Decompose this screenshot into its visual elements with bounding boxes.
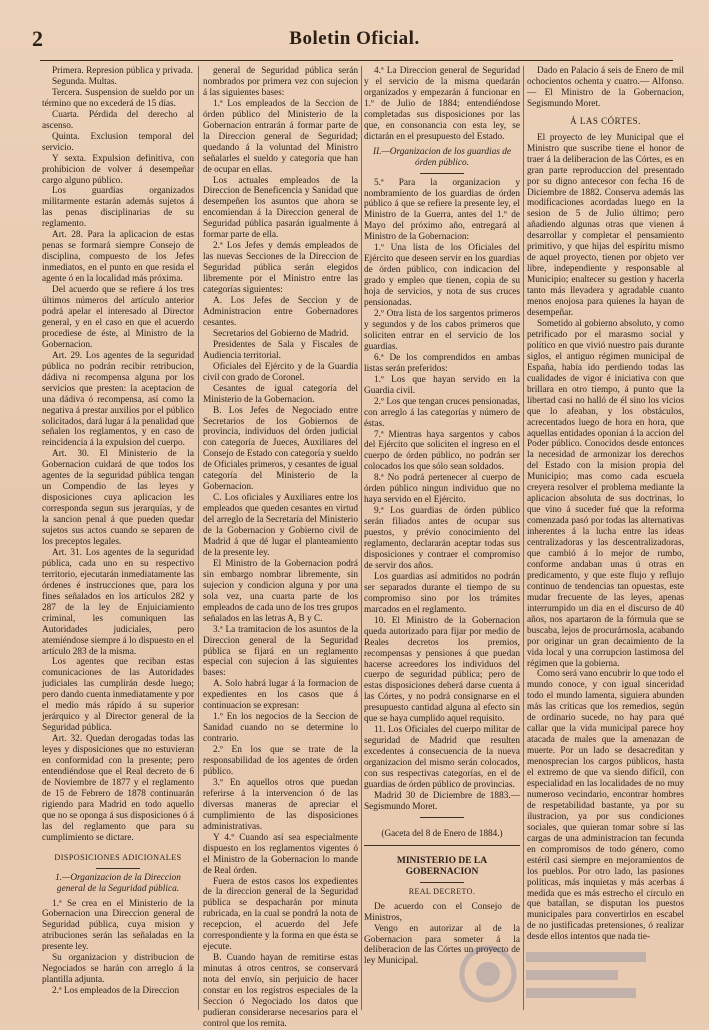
paragraph: 5.ª Para la organizacion y nombramiento de los guardias de órden público á que se refiere la presente ley, el Ministro de la Guerra, antes del 1.º de Mayo del próximo año, entregará al Ministro de la Gobernacion: xyxy=(364,177,520,243)
paragraph: Los actuales empleados de la Direccion de Beneficencia y Sanidad que desempeñen los asuntos que ahora se encomiendan á la Direccion general de Seguridad pública pasarán igualmente á formar parte de ella. xyxy=(203,175,358,241)
paragraph: 2.ª Los empleados de la Direccion xyxy=(52,986,179,997)
library-stamp-watermark xyxy=(448,934,658,1012)
short-rule xyxy=(420,882,464,883)
column-divider xyxy=(361,66,362,1010)
paragraph: 2.º Los que tengan cruces pensionadas, con arreglo á las categorías y número de éstas. xyxy=(364,396,520,429)
paragraph: Primera. Represion pública y privada. xyxy=(52,66,193,76)
paragraph: Fuera de estos casos los expedientes de la direccion general de la Seguridad pública se despacharán por minuta rubricada, en la cual se pondrá la nota de recepcion, el acuerdo del Jefe correspondiente y la forma en que ésta se ejecute. xyxy=(203,876,358,953)
paragraph: Art. 29. Los agentes de la seguridad pública no podrán recibir retribucion, dádiva ni recompensa alguna por los servicios que presten: la aceptacion de una dádiva ó recompensa, así como la negativa á prestar auxilios por el público solicitados, dará lugar á la penalidad que señalen los reglamentos, y en caso de reincidencia á la expulsion del cuerpo. xyxy=(42,350,194,449)
paragraph: Cuarta. Pérdida del derecho al ascenso. xyxy=(42,109,194,131)
decree-heading: REAL DECRETO. xyxy=(408,886,476,896)
paragraph: 2.ª Los Jefes y demás empleados de las nuevas Secciones de la Direccion de Seguridad pública serán elegidos libremente por el Ministro entre las categorías siguientes: xyxy=(203,241,358,296)
paragraph: De acuerdo con el Consejo de Ministros, xyxy=(364,901,520,923)
paragraph: 1.º Los que hayan servido en la Guardia civil. xyxy=(364,374,520,396)
section-rule xyxy=(364,845,520,846)
paragraph: Los agentes que reciban estas comunicaciones de las Autoridades judiciales las cumplirán desde luego; pero dando cuenta inmediatamente y por el medio más rápido á su superior jerárquico y al Director general de la Seguridad pública. xyxy=(42,657,194,734)
paragraph: Como será vano encubrir lo que todo el mundo conoce, y con igual sinceridad todo el mundo lamenta, siguiera abunden más las críticas que los remedios, según de ordinario sucede, no hay para qué callar que la vida municipal parece hoy atacada de males que la amenazan de muerte. Por un lado se desacreditan y menosprecian los cargos públicos, hasta el extremo de que va siendo difícil, con especialidad en las localidades de no muy numeroso vecindario, encontrar hombres de respetabilidad bastante, ya por su ilustracion, ya por sus condiciones sociales, que quieran tomar sobre sí las cargas de una administracion tan fecunda en compromisos de todo género, como estéril casi siempre en mejoramientos de los pueblos. Por otro lado, las pasiones políticas, más inquietas y más acerbas á medida que es más estrecho el círculo en que batallan, se disputan los puestos municipales para convertirlos en escabel de no justificadas pretensiones, ó realizar desde ellos intentos que nada tie- xyxy=(527,669,684,943)
paragraph: Los guardias así admitidos no podrán ser separados durante el tiempo de su compromiso sino por los trámites marcados en el reglamento. xyxy=(364,571,520,615)
paragraph: 2.º En los que se trate de la responsabilidad de los agentes de órden público. xyxy=(203,745,358,777)
paragraph: Y 4.º Cuando así sea especialmente dispuesto en los reglamentos vigentes ó el Ministro de la Gobernacion lo mande de Real órden. xyxy=(203,832,358,876)
column-3 xyxy=(364,66,520,1016)
paragraph: Art. 32. Quedan derogadas todas las leyes y disposiciones que no estuvieran en conformidad con la presente; pero entendiéndose que el Real decreto de 6 de Noviembre de 1877 y el reglamento de 15 de Febrero de 1878 continuarán rigiendo para Madrid en todo aquello que no se oponga á sus disposiciones ó á las del reglamento que para su cumplimiento se dictare. xyxy=(42,734,194,843)
paragraph: Del acuerdo que se refiere á los tres últimos números del artículo anterior podrá apelar el interesado al Director general, y en el caso en que el acuerdo procediese de éste, al Ministro de la Gobernacion. xyxy=(42,285,194,350)
paragraph: 1.º En los negocios de la Seccion de Sanidad cuando no se determine lo contrario. xyxy=(203,712,358,745)
column-divider xyxy=(198,66,199,1010)
paragraph: 11. Los Oficiales del cuerpo militar de seguridad de Madrid que resulten excedentes á consecuencia de la nueva organizacion del mismo serán colocados, con sus respectivas categorías, en el de guardias de órden público de provincias. xyxy=(364,725,520,790)
paragraph: Los guardias organizados militarmente estarán además sujetos á las penas disciplinarias de su reglamento. xyxy=(42,186,194,230)
column-divider xyxy=(523,66,524,1010)
ministry-heading: MINISTERIO DE LA GOBERNACION xyxy=(396,855,488,877)
paragraph: Quinta. Exclusion temporal del servicio. xyxy=(42,131,194,153)
paragraph: 1.ª Se crea en el Ministerio de la Gobernacion una Direccion general de Seguridad pública, cuya mision y atribuciones serán las señaladas en la presente ley. xyxy=(42,898,194,953)
subsection-heading: 1.—Organizacion de la Direccion general de la Seguridad pública. xyxy=(55,872,181,894)
paragraph: 8.ª No podrá pertenecer al cuerpo de órden público ningun individuo que no haya servido en el Ejército. xyxy=(364,473,520,506)
paragraph: 6.ª De los comprendidos en ambas listas serán preferidos: xyxy=(364,352,520,374)
paragraph: 2.º Otra lista de los sargentos primeros y segundos y de los cabos primeros que soliciten entrar en el servicio de los guardias. xyxy=(364,309,520,352)
paragraph: A. Solo habrá lugar á la formacion de expedientes en los casos que á continuacion se expresan: xyxy=(203,679,358,712)
column-1 xyxy=(42,66,194,1016)
cortes-heading: Á LAS CÓRTES. xyxy=(570,115,641,126)
short-rule xyxy=(96,868,140,869)
paragraph: 3.ª La tramitacion de los asuntos de la Direccion general de la Seguridad pública se fijará en un reglamento especial con sujecion á las siguientes bases: xyxy=(203,624,358,679)
section-heading: DISPOSICIONES ADICIONALES xyxy=(54,852,182,862)
paragraph: Y sexta. Expulsion definitiva, con prohibicion de volver á desempeñar cargo alguno público. xyxy=(42,153,194,186)
page-header xyxy=(0,0,709,58)
paragraph: general de Seguridad pública serán nombrados por primera vez con sujecion á las siguientes bases: xyxy=(203,66,358,98)
column-2 xyxy=(203,66,358,1029)
paragraph: Madrid 30 de Diciembre de 1883.—Segismundo Moret. xyxy=(364,790,520,812)
short-rule xyxy=(420,173,464,174)
paragraph: B. Los Jefes de Negociado entre Secretarios de los Gobiernos de provincia, individuos del órden judicial con categoría de Jueces, Auxiliares del Consejo de Estado con categoría y sueldo de Oficiales primeros, y cesantes de igual categoría del Ministerio de la Gobernacion. xyxy=(203,405,358,493)
paragraph: 1.ª Los empleados de la Seccion de órden público del Ministerio de la Gobernacion entrarán á formar parte de la Direccion general de Seguridad; quedando á la voluntad del Ministro señalarles el sueldo y categoría que han de ocupar en ellas. xyxy=(203,98,358,175)
paragraph: Dado en Palacio á seis de Enero de mil ochocientos ochenta y cuatro.— Alfonso.— El Ministro de la Gobernacion, Segismundo Moret. xyxy=(527,66,684,109)
paragraph: Cesantes de igual categoría del Ministerio de la Gobernacion. xyxy=(203,383,358,405)
paragraph: Sometido al gobierno absoluto, y como petrificado por el marasmo social y político en que vivió nuestro país durante siglos, el antiguo régimen municipal de España, había ido perdiendo todas las cualidades de vigor é iniciativa con que brillara en otro tiempo, á punto que la libertad casi no halló de él sino los vicios que lo afeaban, y los obstáculos, acrecentados luego de hora en hora, que aquellas entidades oponían á la accion del Poder público. Conocidos desde entonces la necesidad de armonizar los derechos del Estado con la mision propia del Municipio; mas como cada escuela creyera resolver el problema mediante la aplicacion absoluta de sus doctrinas, lo que vino á suceder fué que la reforma comenzada pasó por todas las alternativas inherentes á la lucha entre las ideas centralizadoras y las descentralizadoras, que cambió á lo mejor de rumbo, conforme andaban unas ú otras en predicamento, y que este flujo y reflujo continuo de tendencias tan opuestas, este mudar frecuente de las leyes, apenas interrumpido un dia en el discurso de 40 años, nos apartaron de la fórmula que se buscaba, lejos de procurárnosla, acabando por originar un gran decaimiento de la vida local y una corrupcion lastimosa del régimen que la gobierna. xyxy=(527,318,684,669)
paragraph: 1.º Una lista de los Oficiales del Ejército que deseen servir en los guardias de órden público, con indicacion del grado y empleo que tienen, copia de su hoja de servicios, y nota de sus cruces pensionadas. xyxy=(364,243,520,309)
paragraph: Tercera. Suspension de sueldo por un término que no excederá de 15 días. xyxy=(42,87,194,109)
subsection-heading: II.—Organizacion de los guardias de órden público. xyxy=(373,146,511,168)
paragraph: A. Los Jefes de Seccion y de Administracion entre Gobernadores cesantes. xyxy=(203,296,358,328)
column-4 xyxy=(527,66,684,1016)
paragraph: 4.ª La Direccion general de Seguridad y el servicio de la misma quedarán organizados y empezarán á funcionar en 1.º de Julio de 1884; entendiéndose completadas sus disposiciones por las que, en consonancia con esta ley, se dictarán en el presupuesto del Estado. xyxy=(364,66,520,142)
paragraph: El proyecto de ley Municipal que el Ministro que suscribe tiene el honor de traer á la deliberacion de las Córtes, es en gran parte reproduccion del presentado por su digno antecesor con fecha 16 de Diciembre de 1882. Conserva además las modificaciones acordadas luego en la sesion de 5 de Julio último; pero añadiendo algunas otras que vienen á desarrollar y completar el pensamiento primitivo, y que hijas del espíritu mismo de aquel proyecto, tienen por objeto ver libre, independiente y responsable al Municipio; enaltecer su gestion y hacerla tanto más llevadera y agradable cuanto menos enojosa para quienes la hayan de desempeñar. xyxy=(527,132,684,319)
paragraph: 9.ª Los guardias de órden público serán filiados antes de ocupar sus puestos, y prévio conocimiento del reglamento, declararán aceptar todas sus disposiciones y contraer el compromiso de servir dos años. xyxy=(364,506,520,571)
paragraph: El Ministro de la Gobernacion podrá sin embargo nombrar libremente, sin sujecion y condicion alguna y por una sola vez, una cuarta parte de los empleados de cada uno de los tres grupos señalados en las letras A, B y C. xyxy=(203,558,358,624)
page-number: 2 xyxy=(32,26,43,51)
paragraph: B. Cuando hayan de remitirse estas minutas á otros centros, se conservará nota del envío, sin perjuicio de hacer constar en los registros especiales de la Seccion ó Negociado los datos que pudieran considerarse necesarios para el control que los remita. xyxy=(203,953,358,1029)
paragraph: C. Los oficiales y Auxiliares entre los empleados que queden cesantes en virtud del arreglo de la Secretaría del Ministerio de la Gobernacion y Gobierno civil de Madrid á que dé lugar el planteamiento de la presente ley. xyxy=(203,493,358,558)
paragraph: 7.ª Mientras haya sargentos y cabos del Ejército que soliciten el ingreso en el cuerpo de órden público, no podrán ser colocados los que sólo sean soldados. xyxy=(364,429,520,473)
short-rule xyxy=(420,817,464,818)
paragraph: Art. 30. El Ministerio de la Gobernacion cuidará de que todos los agentes de la seguridad pública tengan un Compendio de las leyes y disposiciones cuya aplicacion les corresponda segun sus jerarquías, y de la sancion penal á que pueden quedar sujetos sus actos cuando se separen de los preceptos legales. xyxy=(42,449,194,547)
paragraph: 3.º En aquellos otros que puedan referirse á la intervencion ó de las diversas maneras de apreciar el cumplimiento de las disposiciones administrativas. xyxy=(203,777,358,832)
paragraph: Secretarios del Gobierno de Madrid. xyxy=(213,328,349,339)
paragraph: Art. 31. Los agentes de la seguridad pública, cada uno en su respectivo territorio, ejecutarán inmediatamente las órdenes é instrucciones que, para los fines señalados en los artículos 282 y 287 de la ley de Enjuiciamiento criminal, les comuniquen las Autoridades judiciales, pero atemiéndose siempre á lo dispuesto en el artículo 283 de la misma. xyxy=(42,547,194,657)
paragraph: Su organizacion y distribucion de Negociados se harán con arreglo á la plantilla adjunta. xyxy=(42,953,194,986)
paragraph: Art. 28. Para la aplicacion de estas penas se formará siempre Consejo de disciplina, compuesto de los Jefes inmediatos, en el punto en que resida el agente ó en la localidad más próxima. xyxy=(42,230,194,285)
paragraph: Oficiales del Ejército y de la Guardia civil con grado de Coronel. xyxy=(203,361,358,383)
paragraph: Segunda. Multas. xyxy=(52,76,117,87)
gazette-reference: (Gaceta del 8 de Enero de 1884.) xyxy=(381,827,503,838)
paragraph: Presidentes de Sala y Fiscales de Audiencia territorial. xyxy=(203,339,358,361)
header-rule xyxy=(40,60,673,61)
newspaper-title: Boletin Oficial. xyxy=(289,28,420,49)
paragraph: 10. El Ministro de la Gobernacion queda autorizado para fijar por medio de Reales decretos los premios, recompensas y pensiones á que puedan hacerse acreedores los individuos del cuerpo de seguridad pública; pero de estas disposiciones deberá darse cuenta á las Córtes, y no podrá consignarse en el presupuesto cantidad alguna al efecto sin que se haya cumplido aquel requisito. xyxy=(364,615,520,725)
paragraph: Vengo en autorizar al de la Gobernacion para someter á la deliberacion de las Córtes un proyecto de ley Municipal. xyxy=(364,923,520,967)
